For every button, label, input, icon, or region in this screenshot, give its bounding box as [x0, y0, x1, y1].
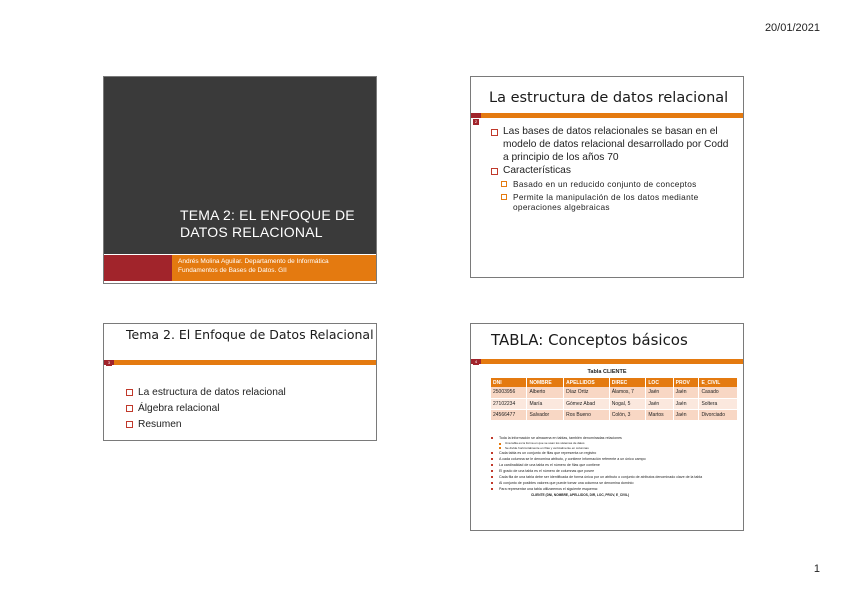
agenda-item: Álgebra relacional — [126, 401, 286, 417]
cliente-table — [491, 378, 738, 421]
sub-bullet-item: Basado en un reducido conjunto de conceptos — [491, 179, 735, 190]
table-caption: Tabla CLIENTE — [587, 369, 627, 375]
slide-thumbnail-4 — [470, 323, 744, 531]
note-bullet: Para representar una tabla utilizaremos el siguiente esquema: — [491, 486, 739, 492]
agenda-item: La estructura de datos relacional — [126, 385, 286, 401]
slide-number-badge: 4 — [474, 359, 478, 364]
table-cell: Salvador — [527, 409, 564, 420]
bullet-item: Las bases de datos relacionales se basan en el modelo de datos relacional desarrollado por Codd a principio de los años 70 — [491, 125, 735, 164]
table-cell: Divorciado — [699, 409, 738, 420]
table-cell: Gómez Abad — [564, 398, 610, 409]
column-header: E_CIVIL — [699, 378, 738, 387]
column-header: PROV — [673, 378, 699, 387]
slide-number-badge: 3 — [107, 360, 111, 365]
note-bullet: Al conjunto de posibles valores que puede tomar una columna se denomina dominio — [491, 480, 739, 486]
table-cell: 27102234 — [491, 398, 527, 409]
course-line: Fundamentos de Bases de Datos. GII — [178, 267, 287, 274]
table-cell: Soltera — [699, 398, 738, 409]
sub-bullet-item: Permite la manipulación de los datos mediante operaciones algebraicas — [491, 192, 735, 213]
bullet-item: Características — [491, 164, 735, 177]
column-header: DNI — [491, 378, 527, 387]
note-bullet: La cardinalidad de una tabla es el número de filas que contiene — [491, 462, 739, 468]
table-row — [491, 409, 738, 420]
slide-notes — [491, 435, 739, 498]
table-row — [491, 387, 738, 398]
slide-title: Tema 2. El Enfoque de Datos Relacional — [126, 327, 374, 342]
slide-title: La estructura de datos relacional — [489, 90, 729, 106]
schema-formula: CLIENTE (DNI, NOMBRE, APELLIDOS, DIR, LOC, PROV, E_CIVIL) — [531, 493, 630, 498]
table-cell: Jaén — [646, 387, 673, 398]
slide-content — [491, 125, 735, 213]
title-rule-red — [471, 113, 481, 118]
table-cell: Álamos, 7 — [609, 387, 646, 398]
agenda-item: Resumen — [126, 417, 286, 433]
slide-thumbnail-3 — [103, 323, 377, 441]
table-cell: Jaén — [673, 398, 699, 409]
table-cell: Jaén — [646, 398, 673, 409]
slide-title: TEMA 2: EL ENFOQUE DE DATOS RELACIONAL — [180, 207, 355, 240]
title-rule-orange — [114, 360, 376, 365]
slide-thumbnail-2 — [470, 76, 744, 278]
column-header: APELLIDOS — [564, 378, 610, 387]
column-header: LOC — [646, 378, 673, 387]
page-number: 1 — [813, 563, 820, 575]
slide-thumbnail-1 — [103, 76, 377, 284]
title-rule-orange — [481, 113, 743, 118]
author-info — [178, 257, 374, 275]
table-cell: María — [527, 398, 564, 409]
note-bullet: Toda la información se almacena en tablas, también denominadas relaciones — [491, 435, 739, 441]
table-row — [491, 398, 738, 409]
table-cell: Colón, 3 — [609, 409, 646, 420]
table-cell: Martos — [646, 409, 673, 420]
table-cell: Casado — [699, 387, 738, 398]
table-cell: Jaén — [673, 387, 699, 398]
agenda-list — [126, 385, 286, 433]
table-cell: 25003956 — [491, 387, 527, 398]
table-cell: Ros Bueno — [564, 409, 610, 420]
column-header: NOMBRE — [527, 378, 564, 387]
slide-number-badge: 2 — [474, 119, 478, 124]
table-cell: Díaz Ortiz — [564, 387, 610, 398]
table-header-row — [491, 378, 738, 387]
title-rule-orange — [481, 359, 743, 364]
table-cell: Alberto — [527, 387, 564, 398]
author-line: Andrés Molina Aguilar. Departamento de Informática — [178, 258, 329, 265]
note-sub-bullet: Una tabla es la forma en que se usan los sistemas de datos — [491, 441, 739, 446]
note-bullet: Cada tabla es un conjunto de filas que representa un registro — [491, 450, 739, 456]
page-date: 20/01/2021 — [764, 22, 820, 34]
accent-bar-red — [104, 255, 172, 281]
table-cell: 24566477 — [491, 409, 527, 420]
slide-title: TABLA: Conceptos básicos — [491, 331, 688, 349]
table-cell: Jaén — [673, 409, 699, 420]
note-bullet: A cada columna se le denomina atributo, y contiene información referente a un único campo — [491, 456, 739, 462]
table-cell: Nogal, 5 — [609, 398, 646, 409]
note-bullet: Cada fila de una tabla debe ser identificada de forma única por un atributo o conjunto de atributos denominado clave de la tabla — [491, 474, 739, 480]
column-header: DIREC — [609, 378, 646, 387]
note-sub-bullet: Se divide horizontalmente en filas y verticalmente en columnas — [491, 446, 739, 451]
note-bullet: El grado de una tabla es el número de columnas que posee — [491, 468, 739, 474]
